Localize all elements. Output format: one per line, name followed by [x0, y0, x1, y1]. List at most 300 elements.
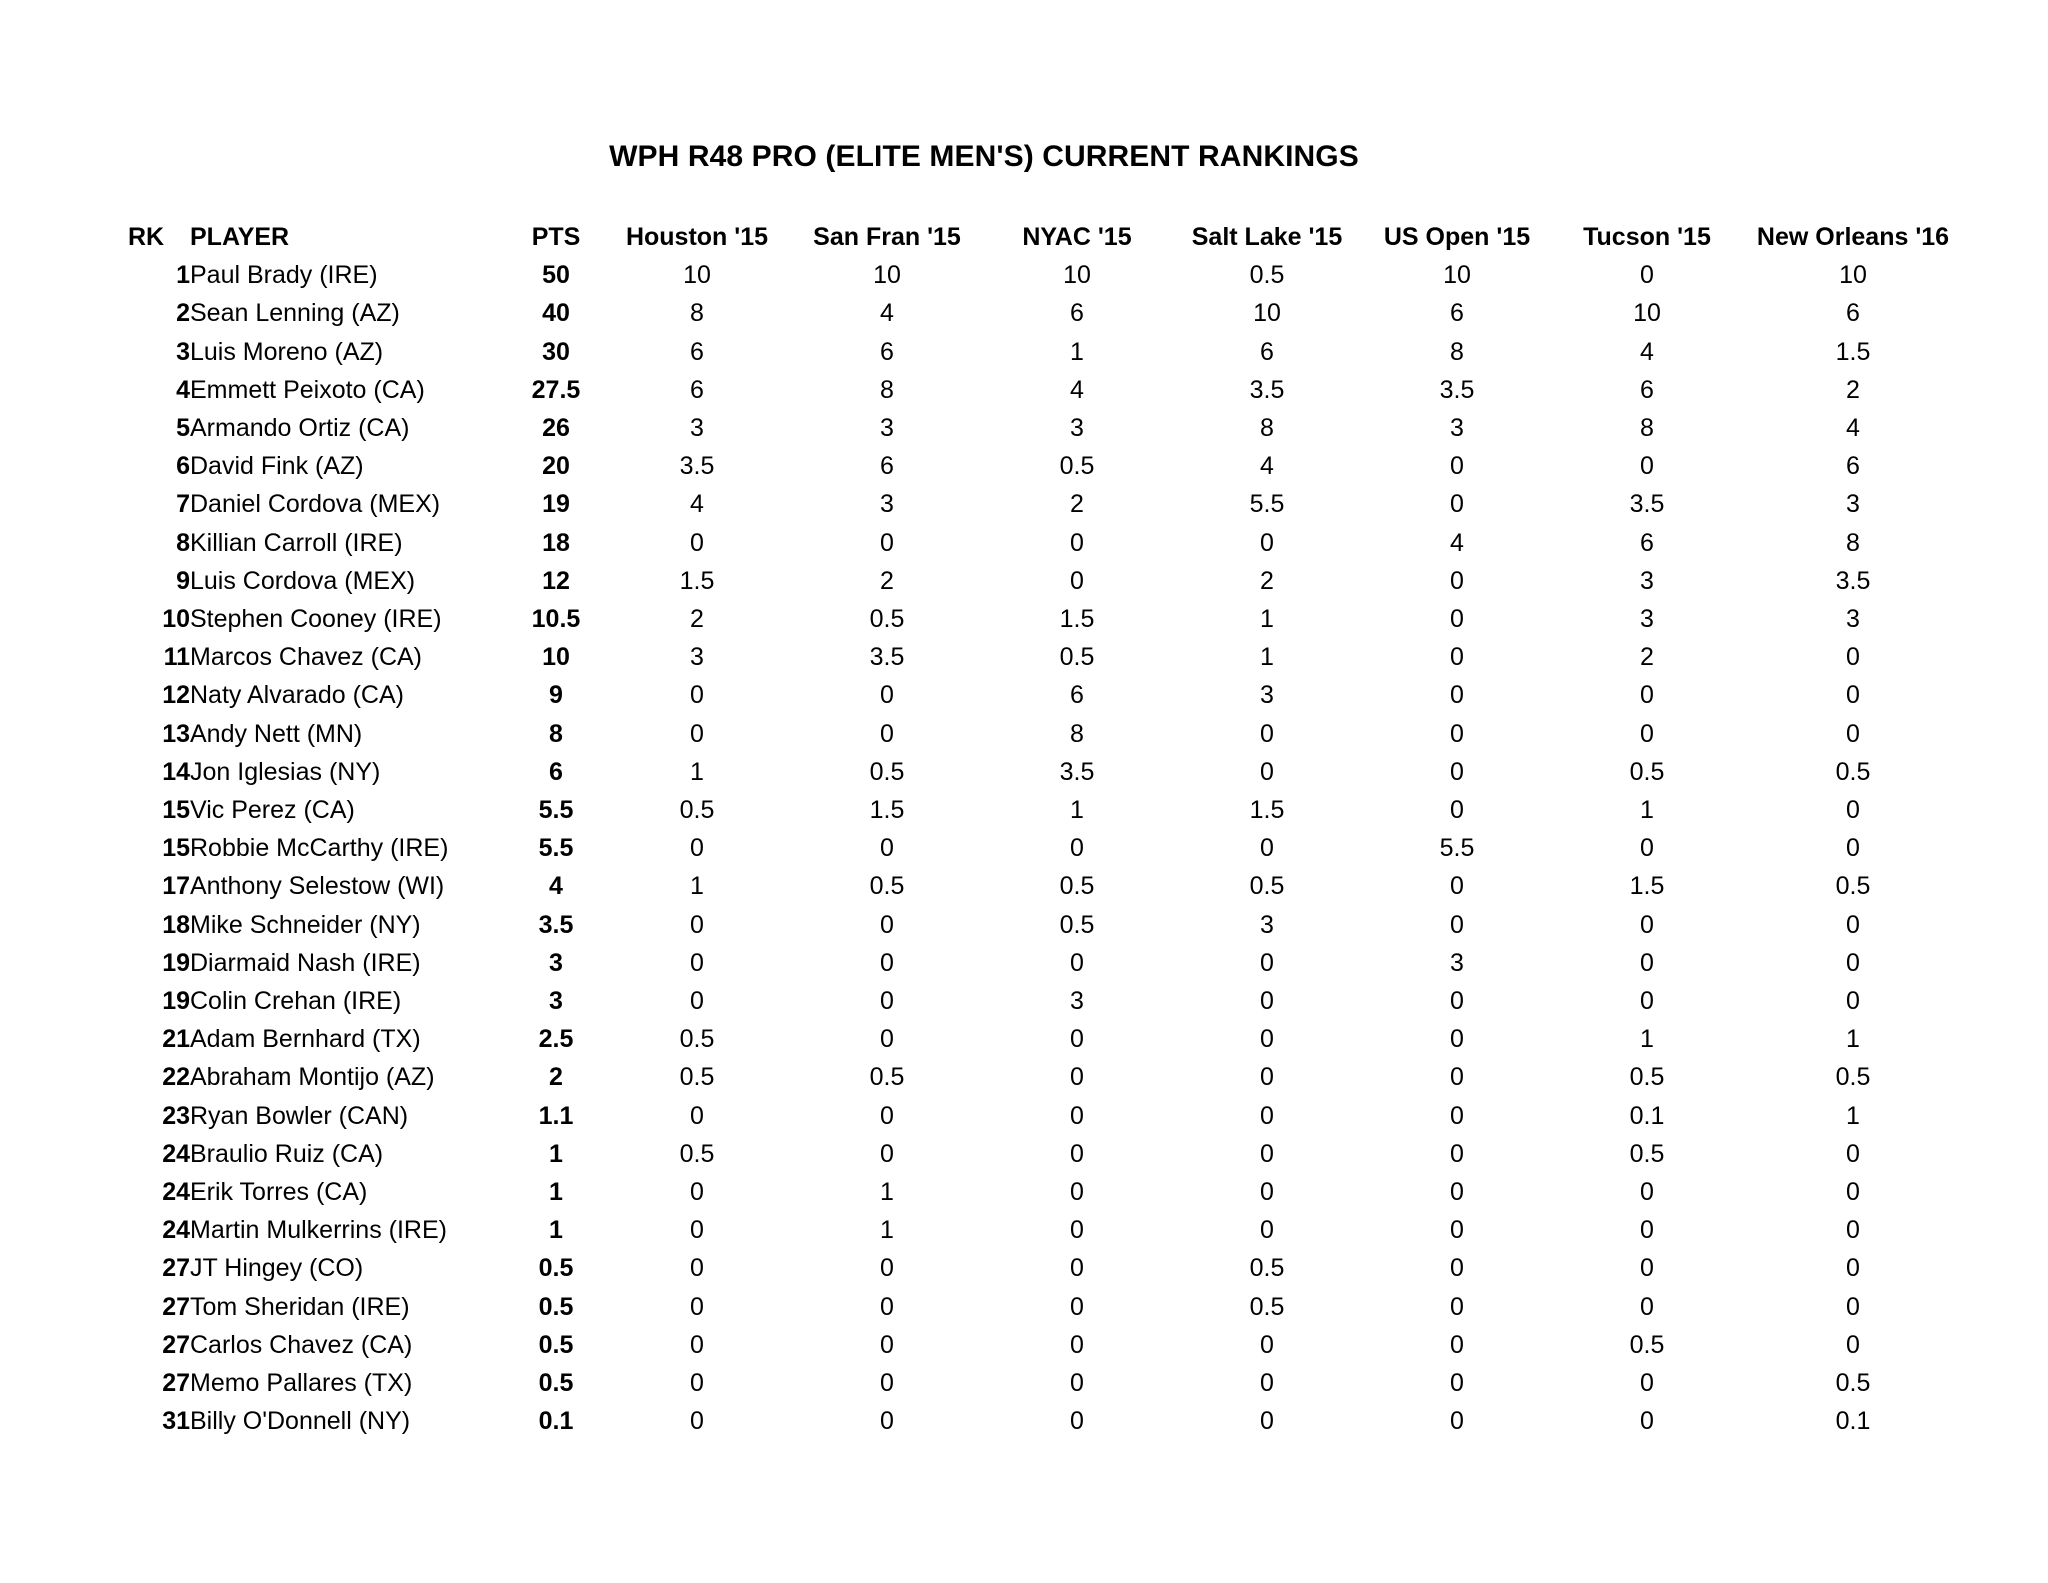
cell-saltlake: 3 — [1260, 681, 1274, 710]
table-row — [128, 638, 1964, 676]
cell-sanfran: 0 — [880, 681, 894, 710]
cell-pts: 9 — [549, 681, 563, 710]
cell-pts: 5.5 — [538, 834, 574, 863]
column-header-us-open: US Open '15 — [1383, 223, 1531, 251]
cell-saltlake: 0 — [1260, 1139, 1274, 1168]
cell-usopen: 0 — [1450, 872, 1464, 901]
cell-houston: 0 — [690, 910, 704, 939]
cell-pts: 18 — [542, 528, 570, 557]
cell-neworleans: 3 — [1846, 490, 1860, 519]
cell-houston: 10 — [683, 261, 711, 290]
cell-tucson: 3.5 — [1629, 490, 1665, 519]
cell-rk: 21 — [162, 1025, 190, 1054]
cell-nyac: 0.5 — [1059, 643, 1095, 672]
cell-houston: 0 — [690, 987, 704, 1016]
cell-sanfran: 0.5 — [869, 757, 905, 786]
cell-usopen: 0 — [1450, 757, 1464, 786]
cell-sanfran: 1 — [880, 1216, 894, 1245]
cell-neworleans: 0 — [1846, 643, 1860, 672]
cell-nyac: 0 — [1070, 834, 1084, 863]
cell-neworleans: 0 — [1846, 681, 1860, 710]
cell-player: Killian Carroll (IRE) — [190, 528, 403, 557]
cell-tucson: 4 — [1640, 337, 1654, 366]
cell-nyac: 1 — [1070, 796, 1084, 825]
cell-rk: 10 — [162, 605, 190, 634]
cell-tucson: 0.1 — [1629, 1101, 1665, 1130]
table-row — [128, 371, 1964, 409]
cell-tucson: 6 — [1640, 375, 1654, 404]
cell-tucson: 0 — [1640, 1216, 1654, 1245]
cell-neworleans: 0 — [1846, 719, 1860, 748]
cell-tucson: 1.5 — [1629, 872, 1665, 901]
cell-nyac: 4 — [1070, 375, 1084, 404]
cell-sanfran: 0.5 — [869, 605, 905, 634]
cell-saltlake: 0 — [1260, 528, 1274, 557]
cell-nyac: 0 — [1070, 1178, 1084, 1207]
cell-sanfran: 0 — [880, 910, 894, 939]
cell-rk: 3 — [176, 337, 190, 366]
cell-usopen: 4 — [1450, 528, 1464, 557]
cell-neworleans: 0.1 — [1835, 1407, 1871, 1436]
cell-player: Anthony Selestow (WI) — [190, 872, 445, 901]
cell-usopen: 0 — [1450, 566, 1464, 595]
cell-nyac: 0.5 — [1059, 452, 1095, 481]
cell-pts: 30 — [542, 337, 570, 366]
cell-saltlake: 0 — [1260, 1101, 1274, 1130]
cell-player: Daniel Cordova (MEX) — [190, 490, 441, 519]
cell-sanfran: 0 — [880, 1369, 894, 1398]
cell-nyac: 0 — [1070, 1063, 1084, 1092]
cell-rk: 27 — [162, 1292, 190, 1321]
cell-sanfran: 6 — [880, 452, 894, 481]
table-row — [128, 256, 1964, 294]
cell-nyac: 8 — [1070, 719, 1084, 748]
cell-rk: 6 — [176, 452, 190, 481]
cell-nyac: 0 — [1070, 1101, 1084, 1130]
table-row — [128, 1326, 1964, 1364]
cell-pts: 8 — [549, 719, 563, 748]
cell-nyac: 3 — [1070, 987, 1084, 1016]
cell-player: Jon Iglesias (NY) — [190, 757, 381, 786]
cell-tucson: 0 — [1640, 987, 1654, 1016]
cell-sanfran: 3.5 — [869, 643, 905, 672]
cell-pts: 1 — [549, 1216, 563, 1245]
cell-usopen: 0 — [1450, 1407, 1464, 1436]
cell-rk: 24 — [162, 1216, 190, 1245]
cell-tucson: 6 — [1640, 528, 1654, 557]
cell-nyac: 10 — [1063, 261, 1091, 290]
cell-saltlake: 0.5 — [1249, 1292, 1285, 1321]
cell-saltlake: 3.5 — [1249, 375, 1285, 404]
cell-sanfran: 0 — [880, 1407, 894, 1436]
cell-tucson: 0.5 — [1629, 757, 1665, 786]
cell-usopen: 0 — [1450, 1063, 1464, 1092]
table-row — [128, 485, 1964, 523]
cell-rk: 24 — [162, 1178, 190, 1207]
cell-tucson: 0 — [1640, 261, 1654, 290]
cell-pts: 1 — [549, 1139, 563, 1168]
cell-saltlake: 1.5 — [1249, 796, 1285, 825]
cell-neworleans: 0 — [1846, 948, 1860, 977]
cell-player: Luis Moreno (AZ) — [190, 337, 384, 366]
cell-neworleans: 4 — [1846, 414, 1860, 443]
cell-usopen: 0 — [1450, 452, 1464, 481]
cell-saltlake: 0 — [1260, 1025, 1274, 1054]
cell-player: Billy O'Donnell (NY) — [190, 1407, 411, 1436]
cell-houston: 2 — [690, 605, 704, 634]
cell-houston: 0 — [690, 948, 704, 977]
cell-pts: 0.5 — [538, 1369, 574, 1398]
cell-pts: 3.5 — [538, 910, 574, 939]
cell-player: David Fink (AZ) — [190, 452, 364, 481]
cell-player: Luis Cordova (MEX) — [190, 566, 416, 595]
cell-pts: 0.5 — [538, 1292, 574, 1321]
cell-nyac: 0 — [1070, 1292, 1084, 1321]
cell-sanfran: 0 — [880, 719, 894, 748]
cell-neworleans: 0 — [1846, 796, 1860, 825]
cell-houston: 3 — [690, 414, 704, 443]
cell-nyac: 0 — [1070, 1216, 1084, 1245]
cell-usopen: 0 — [1450, 1369, 1464, 1398]
cell-usopen: 0 — [1450, 1330, 1464, 1359]
cell-player: Carlos Chavez (CA) — [190, 1330, 413, 1359]
column-header-player: PLAYER — [190, 223, 290, 251]
cell-houston: 0.5 — [679, 1063, 715, 1092]
cell-houston: 3.5 — [679, 452, 715, 481]
cell-player: Braulio Ruiz (CA) — [190, 1139, 384, 1168]
cell-neworleans: 0.5 — [1835, 1369, 1871, 1398]
table-row — [128, 1135, 1964, 1173]
cell-saltlake: 0 — [1260, 948, 1274, 977]
cell-pts: 1 — [549, 1178, 563, 1207]
cell-pts: 0.1 — [538, 1407, 574, 1436]
cell-saltlake: 0 — [1260, 1407, 1274, 1436]
cell-pts: 5.5 — [538, 796, 574, 825]
cell-tucson: 0 — [1640, 452, 1654, 481]
cell-tucson: 0 — [1640, 681, 1654, 710]
cell-rk: 7 — [176, 490, 190, 519]
cell-houston: 0.5 — [679, 1139, 715, 1168]
cell-houston: 0 — [690, 1407, 704, 1436]
cell-sanfran: 3 — [880, 490, 894, 519]
table-row — [128, 1288, 1964, 1326]
cell-rk: 5 — [176, 414, 190, 443]
cell-player: Vic Perez (CA) — [190, 796, 355, 825]
cell-neworleans: 0 — [1846, 1139, 1860, 1168]
cell-houston: 0 — [690, 1369, 704, 1398]
cell-neworleans: 0 — [1846, 1178, 1860, 1207]
cell-sanfran: 0 — [880, 1330, 894, 1359]
cell-saltlake: 0.5 — [1249, 1254, 1285, 1283]
cell-player: Martin Mulkerrins (IRE) — [190, 1216, 447, 1245]
cell-saltlake: 0 — [1260, 987, 1274, 1016]
cell-tucson: 0 — [1640, 834, 1654, 863]
cell-usopen: 0 — [1450, 796, 1464, 825]
cell-houston: 0 — [690, 1216, 704, 1245]
table-header-row — [128, 218, 1964, 256]
cell-saltlake: 1 — [1260, 643, 1274, 672]
cell-houston: 6 — [690, 375, 704, 404]
cell-neworleans: 3 — [1846, 605, 1860, 634]
cell-neworleans: 0 — [1846, 1216, 1860, 1245]
cell-rk: 19 — [162, 948, 190, 977]
cell-neworleans: 0.5 — [1835, 872, 1871, 901]
cell-houston: 0 — [690, 1254, 704, 1283]
cell-rk: 11 — [163, 643, 190, 672]
cell-sanfran: 1.5 — [869, 796, 905, 825]
rankings-table-container — [0, 218, 2048, 1441]
cell-usopen: 0 — [1450, 681, 1464, 710]
cell-neworleans: 0 — [1846, 1292, 1860, 1321]
rankings-table — [128, 218, 1964, 1441]
cell-usopen: 0 — [1450, 1101, 1464, 1130]
cell-saltlake: 5.5 — [1249, 490, 1285, 519]
table-row — [128, 562, 1964, 600]
table-row — [128, 867, 1964, 905]
cell-pts: 0.5 — [538, 1254, 574, 1283]
cell-saltlake: 0 — [1260, 757, 1274, 786]
cell-player: Andy Nett (MN) — [190, 719, 363, 748]
cell-saltlake: 0 — [1260, 1369, 1274, 1398]
cell-rk: 27 — [162, 1330, 190, 1359]
table-row — [128, 294, 1964, 332]
cell-sanfran: 8 — [880, 375, 894, 404]
cell-neworleans: 0 — [1846, 834, 1860, 863]
cell-rk: 15 — [162, 834, 190, 863]
table-row — [128, 447, 1964, 485]
cell-neworleans: 1 — [1846, 1025, 1860, 1054]
cell-sanfran: 0.5 — [869, 1063, 905, 1092]
cell-usopen: 0 — [1450, 643, 1464, 672]
cell-saltlake: 3 — [1260, 910, 1274, 939]
cell-player: Mike Schneider (NY) — [190, 910, 421, 939]
cell-tucson: 0 — [1640, 948, 1654, 977]
cell-pts: 20 — [542, 452, 570, 481]
cell-neworleans: 0.5 — [1835, 757, 1871, 786]
cell-tucson: 0.5 — [1629, 1063, 1665, 1092]
column-header-salt-lake: Salt Lake '15 — [1191, 223, 1343, 251]
cell-usopen: 0 — [1450, 1216, 1464, 1245]
cell-saltlake: 0.5 — [1249, 261, 1285, 290]
column-header-rk: RK — [128, 223, 165, 251]
cell-sanfran: 0 — [880, 528, 894, 557]
cell-tucson: 0 — [1640, 1254, 1654, 1283]
cell-player: Naty Alvarado (CA) — [190, 681, 404, 710]
cell-sanfran: 4 — [880, 299, 894, 328]
table-row — [128, 409, 1964, 447]
table-row — [128, 1364, 1964, 1402]
cell-saltlake: 0 — [1260, 1216, 1274, 1245]
cell-player: Erik Torres (CA) — [190, 1178, 368, 1207]
table-row — [128, 791, 1964, 829]
cell-nyac: 1 — [1070, 337, 1084, 366]
cell-rk: 8 — [176, 528, 190, 557]
cell-houston: 3 — [690, 643, 704, 672]
cell-nyac: 0 — [1070, 1025, 1084, 1054]
cell-saltlake: 6 — [1260, 337, 1274, 366]
cell-player: JT Hingey (CO) — [190, 1254, 364, 1283]
cell-usopen: 3 — [1450, 414, 1464, 443]
cell-player: Ryan Bowler (CAN) — [190, 1101, 409, 1130]
cell-tucson: 1 — [1640, 1025, 1654, 1054]
cell-neworleans: 0.5 — [1835, 1063, 1871, 1092]
cell-player: Armando Ortiz (CA) — [190, 414, 410, 443]
cell-neworleans: 0 — [1846, 1330, 1860, 1359]
cell-nyac: 3.5 — [1059, 757, 1095, 786]
cell-usopen: 0 — [1450, 605, 1464, 634]
cell-tucson: 0 — [1640, 910, 1654, 939]
cell-saltlake: 8 — [1260, 414, 1274, 443]
cell-usopen: 0 — [1450, 490, 1464, 519]
cell-nyac: 2 — [1070, 490, 1084, 519]
cell-rk: 9 — [176, 566, 190, 595]
cell-pts: 40 — [542, 299, 570, 328]
cell-nyac: 1.5 — [1059, 605, 1095, 634]
cell-neworleans: 2 — [1846, 375, 1860, 404]
cell-pts: 2 — [549, 1063, 563, 1092]
cell-neworleans: 1 — [1846, 1101, 1860, 1130]
column-header-houston: Houston '15 — [625, 223, 769, 251]
cell-player: Robbie McCarthy (IRE) — [190, 834, 449, 863]
cell-houston: 0 — [690, 528, 704, 557]
cell-usopen: 5.5 — [1439, 834, 1475, 863]
cell-rk: 27 — [162, 1369, 190, 1398]
cell-saltlake: 0.5 — [1249, 872, 1285, 901]
cell-pts: 3 — [549, 948, 563, 977]
cell-player: Tom Sheridan (IRE) — [190, 1292, 410, 1321]
cell-pts: 2.5 — [538, 1025, 574, 1054]
cell-neworleans: 0 — [1846, 1254, 1860, 1283]
cell-houston: 0 — [690, 719, 704, 748]
cell-player: Colin Crehan (IRE) — [190, 987, 402, 1016]
cell-nyac: 0 — [1070, 1254, 1084, 1283]
cell-player: Adam Bernhard (TX) — [190, 1025, 421, 1054]
table-row — [128, 1211, 1964, 1249]
cell-sanfran: 2 — [880, 566, 894, 595]
cell-tucson: 0 — [1640, 1369, 1654, 1398]
cell-usopen: 6 — [1450, 299, 1464, 328]
table-row — [128, 524, 1964, 562]
table-row — [128, 982, 1964, 1020]
cell-usopen: 3.5 — [1439, 375, 1475, 404]
cell-player: Abraham Montijo (AZ) — [190, 1063, 435, 1092]
cell-houston: 0 — [690, 1330, 704, 1359]
table-row — [128, 753, 1964, 791]
column-header-san-fran: San Fran '15 — [813, 223, 961, 251]
cell-usopen: 0 — [1450, 1254, 1464, 1283]
cell-saltlake: 0 — [1260, 1063, 1274, 1092]
cell-pts: 4 — [549, 872, 563, 901]
cell-rk: 27 — [162, 1254, 190, 1283]
cell-nyac: 0 — [1070, 948, 1084, 977]
cell-houston: 0 — [690, 1101, 704, 1130]
cell-neworleans: 0 — [1846, 910, 1860, 939]
cell-tucson: 10 — [1633, 299, 1661, 328]
cell-tucson: 8 — [1640, 414, 1654, 443]
cell-nyac: 3 — [1070, 414, 1084, 443]
cell-sanfran: 0 — [880, 834, 894, 863]
cell-nyac: 6 — [1070, 299, 1084, 328]
cell-sanfran: 0.5 — [869, 872, 905, 901]
cell-sanfran: 1 — [880, 1178, 894, 1207]
cell-nyac: 0 — [1070, 528, 1084, 557]
cell-player: Marcos Chavez (CA) — [190, 643, 422, 672]
cell-houston: 0 — [690, 681, 704, 710]
table-header — [128, 218, 1964, 256]
cell-sanfran: 0 — [880, 1025, 894, 1054]
cell-player: Paul Brady (IRE) — [190, 261, 378, 290]
cell-pts: 27.5 — [531, 375, 581, 404]
cell-usopen: 0 — [1450, 1025, 1464, 1054]
cell-rk: 31 — [162, 1407, 190, 1436]
cell-player: Memo Pallares (TX) — [190, 1369, 413, 1398]
table-row — [128, 1173, 1964, 1211]
cell-usopen: 0 — [1450, 1292, 1464, 1321]
cell-sanfran: 0 — [880, 987, 894, 1016]
cell-tucson: 0 — [1640, 1407, 1654, 1436]
cell-rk: 4 — [176, 375, 190, 404]
cell-rk: 1 — [176, 261, 190, 290]
column-header-nyac: NYAC '15 — [1022, 223, 1132, 251]
table-row — [128, 944, 1964, 982]
cell-houston: 6 — [690, 337, 704, 366]
cell-neworleans: 0 — [1846, 987, 1860, 1016]
page-title: WPH R48 PRO (ELITE MEN'S) CURRENT RANKINGS — [609, 140, 1359, 173]
column-header-new-orleans: New Orleans '16 — [1756, 223, 1950, 251]
cell-tucson: 0 — [1640, 1292, 1654, 1321]
cell-nyac: 0.5 — [1059, 872, 1095, 901]
cell-houston: 0 — [690, 834, 704, 863]
cell-pts: 1.1 — [538, 1101, 574, 1130]
cell-houston: 0.5 — [679, 796, 715, 825]
cell-neworleans: 6 — [1846, 299, 1860, 328]
table-row — [128, 600, 1964, 638]
cell-houston: 8 — [690, 299, 704, 328]
cell-neworleans: 8 — [1846, 528, 1860, 557]
cell-neworleans: 3.5 — [1835, 566, 1871, 595]
cell-houston: 4 — [690, 490, 704, 519]
cell-tucson: 0.5 — [1629, 1330, 1665, 1359]
cell-houston: 0 — [690, 1178, 704, 1207]
cell-neworleans: 10 — [1839, 261, 1867, 290]
cell-nyac: 0 — [1070, 1369, 1084, 1398]
cell-tucson: 2 — [1640, 643, 1654, 672]
cell-nyac: 0 — [1070, 1407, 1084, 1436]
cell-sanfran: 0 — [880, 1254, 894, 1283]
cell-nyac: 6 — [1070, 681, 1084, 710]
cell-pts: 26 — [542, 414, 570, 443]
table-row — [128, 676, 1964, 714]
cell-neworleans: 6 — [1846, 452, 1860, 481]
cell-sanfran: 3 — [880, 414, 894, 443]
cell-saltlake: 0 — [1260, 719, 1274, 748]
cell-rk: 18 — [162, 910, 190, 939]
table-body — [128, 256, 1964, 1440]
cell-rk: 19 — [162, 987, 190, 1016]
cell-neworleans: 1.5 — [1835, 337, 1871, 366]
cell-usopen: 0 — [1450, 719, 1464, 748]
cell-nyac: 0 — [1070, 1330, 1084, 1359]
cell-houston: 1.5 — [679, 566, 715, 595]
table-row — [128, 715, 1964, 753]
cell-rk: 23 — [162, 1101, 190, 1130]
cell-usopen: 0 — [1450, 1178, 1464, 1207]
cell-player: Diarmaid Nash (IRE) — [190, 948, 421, 977]
cell-pts: 10 — [542, 643, 570, 672]
cell-tucson: 0 — [1640, 719, 1654, 748]
cell-usopen: 8 — [1450, 337, 1464, 366]
cell-saltlake: 4 — [1260, 452, 1274, 481]
